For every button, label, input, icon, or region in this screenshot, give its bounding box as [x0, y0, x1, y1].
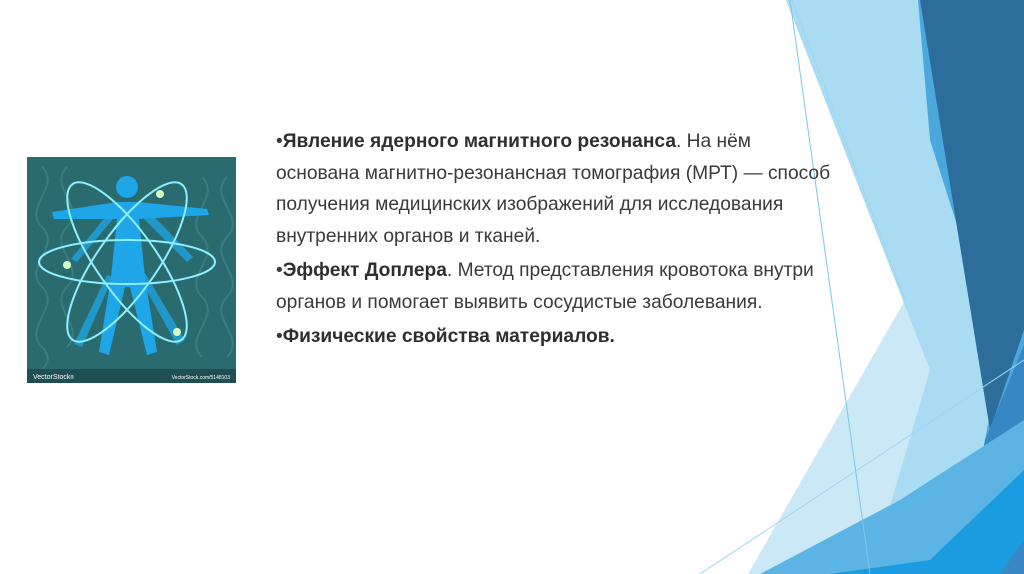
bullet-marker: •: [276, 326, 283, 347]
bullet-text: . Метод представления кровотока внутри органов и помогает выявить сосудистые заболевания.: [276, 260, 814, 313]
bullet-text: .: [609, 326, 615, 347]
vectorstock-url-text: VectorStock.com/5148103: [171, 375, 230, 381]
bullet-item: [276, 321, 836, 353]
bullet-bold-text: Физические свойства материалов: [282, 326, 610, 347]
mri-illustration-image: [27, 157, 236, 383]
bullet-marker: •: [276, 131, 283, 152]
bullet-marker: •: [276, 260, 283, 281]
bullet-item: [276, 255, 836, 318]
bullet-text: . На нём основана магнитно-резонансная томография (МРТ) — способ получения медицинских изображений для исследования внутренних органов и тканей.: [276, 131, 831, 247]
bullet-item: [276, 126, 836, 252]
vectorstock-logo-text: VectorStock®: [33, 374, 75, 381]
bullet-list: [276, 126, 836, 356]
bullet-bold-text: Явление ядерного магнитного резонанса: [282, 131, 676, 152]
bullet-bold-text: Эффект Доплера: [282, 260, 447, 281]
